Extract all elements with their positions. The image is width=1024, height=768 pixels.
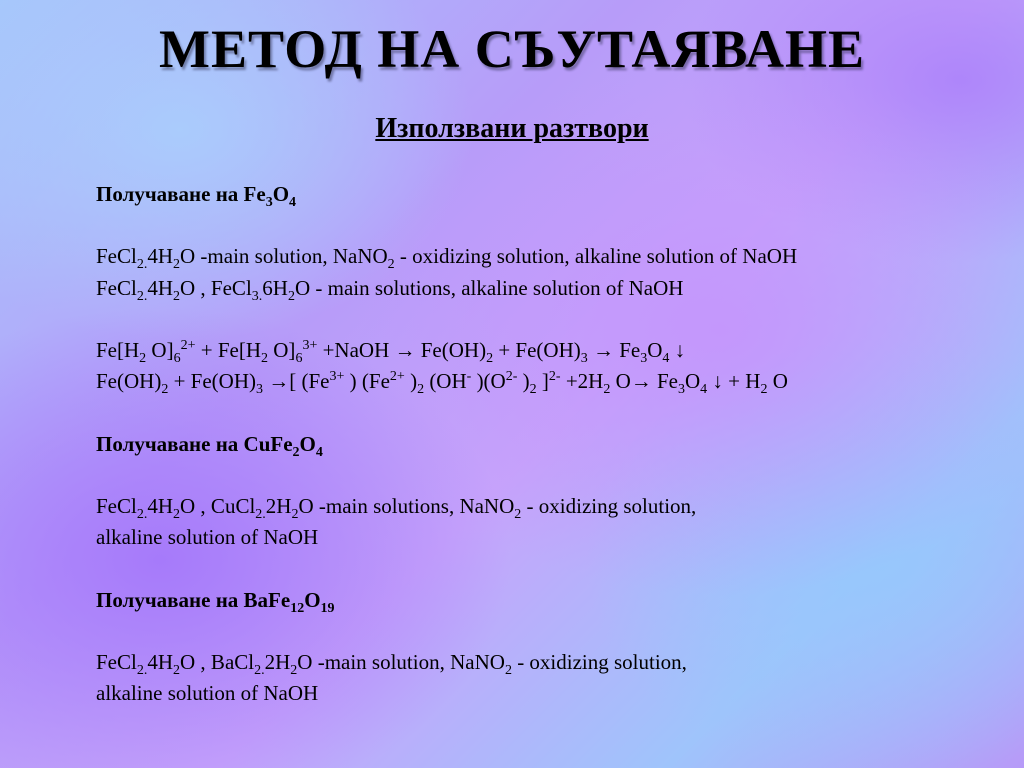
solution-line-6: alkaline solution of NaOH xyxy=(96,681,319,705)
solution-line-3: $FeCl_{2.}4H_2O$ , $CuCl_{2.}2H_2O$ -main solutions, NaNO$_2$ - oxidizing solution, xyxy=(96,494,697,522)
reaction-equation-2: $Fe(OH)_2 + Fe(OH)_3$ →[ ($Fe^{3+}$ ) ($Fe^{2+}$ )$_2$ (OH- )($O^{2-}$ )$_2$ ]$^{2-} +2H_2$ $O\to Fe_3O_4$ ↓ + $H_2$ O xyxy=(96,369,788,397)
slide-subtitle: Използвани разтвори xyxy=(375,113,649,144)
solution-line-5: $FeCl_{2.}4H_2O$ , $BaCl_{2.}2H_2O$ -main solution, NaNO$_2$ - oxidizing solution, xyxy=(96,650,687,678)
slide-title: МЕТОД НА СЪУТАЯВАНЕ xyxy=(159,19,865,79)
section-heading-cufe2o4: Получаване на $CuFe_2O_4$ xyxy=(96,432,323,460)
section-heading-bafe12o19: Получаване на $BaFe_{12}O_{19}$ xyxy=(96,588,335,616)
solution-line-1: $FeCl_{2.}4H_2O$ -main solution, NaNO$_2$ - oxidizing solution, alkaline solution of NaOH xyxy=(96,244,798,272)
reaction-equation-1: $Fe[H_2$ $O]_6^{2+} + Fe[H_2$ $O]_6^{3+}$ +NaOH → $Fe(OH)_2 + Fe(OH)_3 \to Fe_3O_4$ ↓ xyxy=(96,338,686,366)
section-heading-fe3o4: Получаване на $Fe_3O_4$ xyxy=(96,182,297,210)
solution-line-2: $FeCl_{2.}4H_2O$ , $FeCl_{3.}6H_2O$ - main solutions, alkaline solution of NaOH xyxy=(96,276,684,304)
solution-line-4: alkaline solution of NaOH xyxy=(96,525,319,549)
